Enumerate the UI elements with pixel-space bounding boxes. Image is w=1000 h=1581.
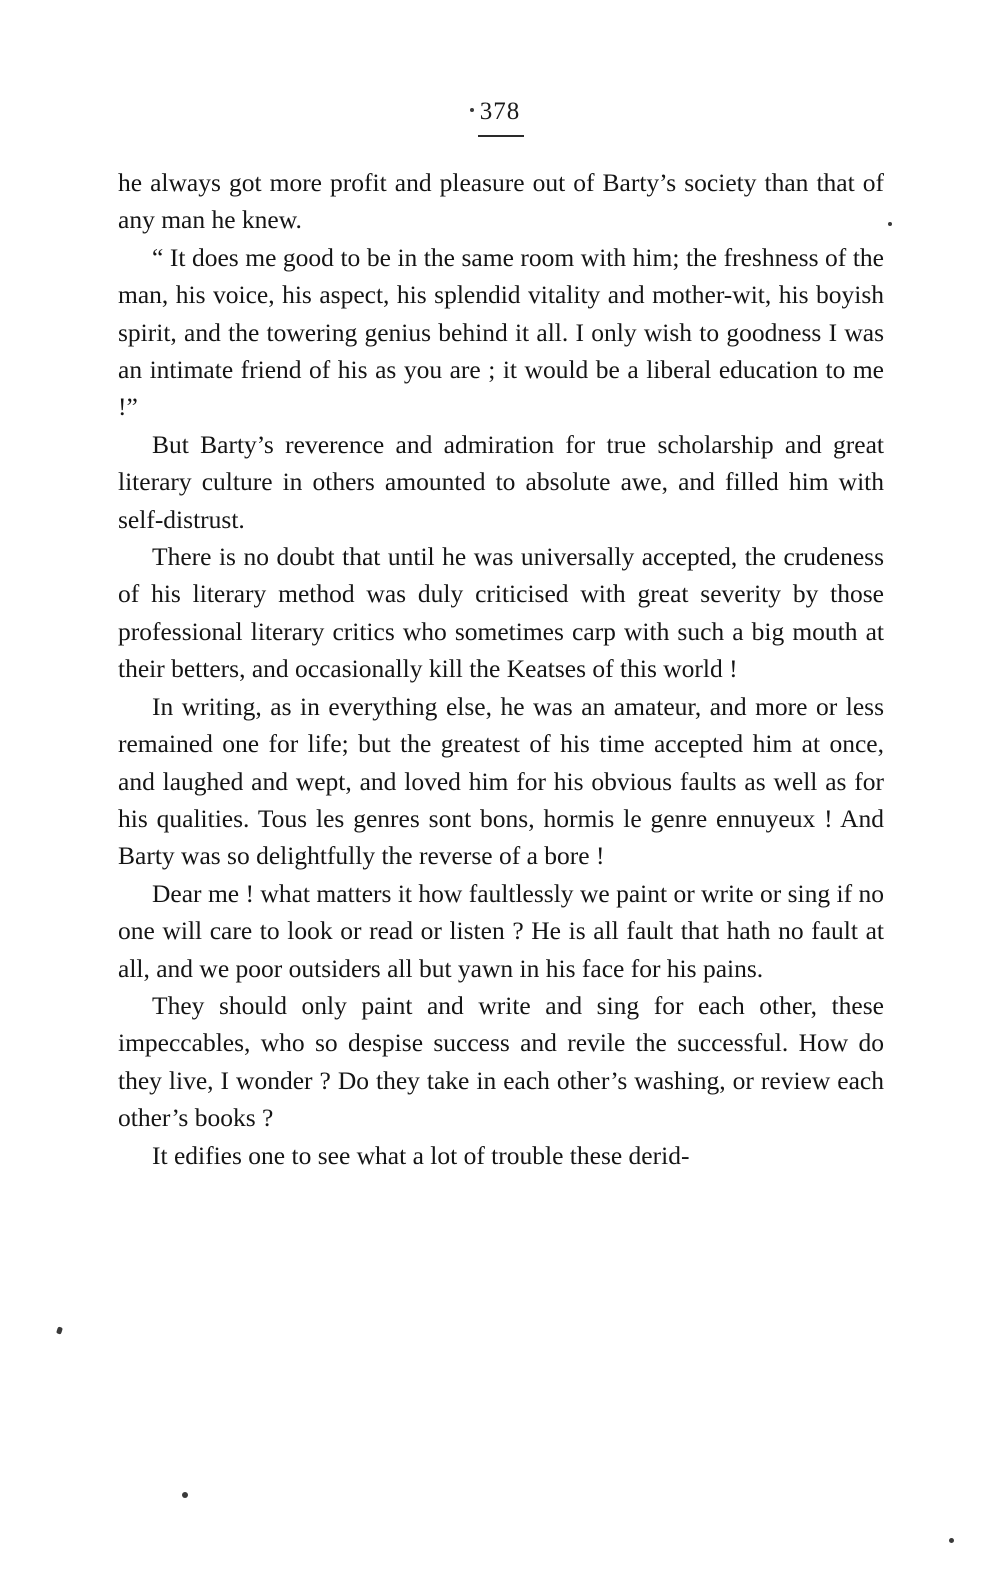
page-speck — [949, 1538, 954, 1543]
page-speck — [182, 1492, 188, 1498]
paragraph: It edifies one to see what a lot of trouble these derid- — [152, 1140, 690, 1170]
paragraph: They should only paint and write and sing for each other, these impeccables, who so despise success and revile the successful. How do they live, I wonder ? Do they take in each other’s washing, or review each other’s books ? — [118, 990, 884, 1133]
page-speck — [470, 108, 474, 112]
page-speck — [56, 1326, 63, 1334]
paragraph: In writing, as in everything else, he was an amateur, and more or less remained one for life; but the greatest of his time accepted him at once, and laughed and wept, and loved him for his obvious faults as well as for his qualities. Tous les genres sont bons, hormis le genre ennuyeux ! And Barty was so delightfully the reverse of a bore ! — [118, 691, 884, 871]
paragraph: he always got more profit and pleasure out of Barty’s society than that of any man he knew. — [118, 168, 884, 235]
paragraph: There is no doubt that until he was universally accepted, the crudeness of his literary method was duly criticised with great severity by those professional literary critics who sometimes carp with such a big mouth at their betters, and occasionally kill the Keatses of this world ! — [118, 542, 884, 684]
paragraph: But Barty’s reverence and admiration for true scholarship and great literary culture in others amounted to absolute awe, and filled him with self-distrust. — [118, 429, 884, 534]
paragraph: “ It does me good to be in the same room with him; the freshness of the man, his voice, his aspect, his splendid vitality and mother-wit, his boyish spirit, and the towering genius behind it all. I only wish to goodness I was an intimate friend of his as you are ; it would be a liberal education to me !” — [118, 242, 884, 422]
body-text — [118, 164, 884, 1174]
paragraph: Dear me ! what matters it how faultlessly we paint or write or sing if no one will care to look or read or listen ? He is all fault that hath no fault at all, and we poor outsiders all but yawn in his face for his pains. — [118, 878, 884, 983]
page-speck — [888, 222, 892, 226]
page-number: 378 — [479, 98, 521, 125]
header-divider — [478, 135, 524, 137]
